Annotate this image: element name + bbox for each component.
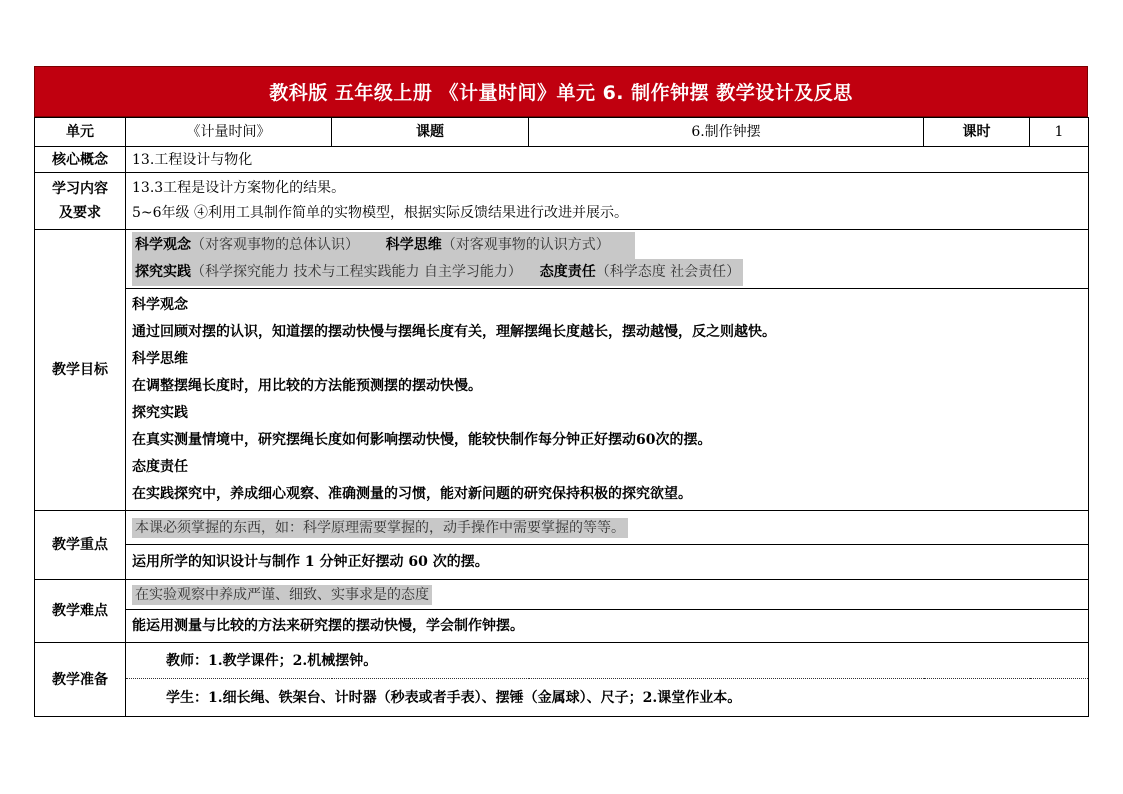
preparation-student-row (35, 679, 1089, 717)
core-concept-label: 核心概念 (35, 147, 126, 173)
objective-text: 在调整摆绳长度时，用比较的方法能预测摆的摆动快慢。 (132, 378, 482, 394)
difficulties-row (35, 610, 1089, 643)
requirements-label-line2: 及要求 (59, 205, 101, 221)
topic-value: 6.制作钟摆 (529, 118, 924, 147)
objective-heading: 科学思维 (132, 351, 188, 367)
objective-heading: 态度责任 (132, 459, 188, 475)
unit-label: 单元 (35, 118, 126, 147)
difficulties-hint-cell (126, 580, 1089, 610)
difficulties-hint: 在实验观察中养成严谨、细致、实事求是的态度 (132, 585, 432, 605)
document-title: 教科版 五年级上册 《计量时间》单元 6. 制作钟摆 教学设计及反思 (34, 66, 1088, 117)
period-value: 1 (1030, 118, 1089, 147)
requirements-label-line1: 学习内容 (52, 181, 108, 197)
objective-text: 通过回顾对摆的认识，知道摆的摆动快慢与摆绳长度有关，理解摆绳长度越长，摆动越慢，反之则越快。 (132, 324, 776, 340)
objectives-hint-row (35, 230, 1089, 289)
difficulties-hint-row (35, 580, 1089, 610)
core-concept-value: 13.工程设计与物化 (126, 147, 1089, 173)
preparation-student: 学生：1.细长绳、铁架台、计时器（秒表或者手表）、摆锤（金属球）、尺子；2.课堂作业本。 (126, 679, 1089, 717)
key-points-hint-row (35, 511, 1089, 545)
key-points-row (35, 545, 1089, 580)
objective-text: 在实践探究中，养成细心观察、准确测量的习惯，能对新问题的研究保持积极的探究欲望。 (132, 486, 692, 502)
difficulties-label: 教学难点 (35, 580, 126, 643)
lesson-plan-sheet (34, 66, 1088, 717)
preparation-teacher: 教师：1.教学课件；2.机械摆钟。 (126, 643, 1089, 679)
unit-value: 《计量时间》 (126, 118, 332, 147)
objectives-content-row (35, 289, 1089, 511)
lesson-plan-table (34, 117, 1089, 717)
objectives-hint-line1: 科学观念（对客观事物的总体认识） 科学思维（对客观事物的认识方式） (132, 232, 635, 259)
objectives-hint-line2: 探究实践（科学探究能力 技术与工程实践能力 自主学习能力） 态度责任（科学态度 社会责任） (132, 259, 743, 286)
objective-text: 在真实测量情境中，研究摆绳长度如何影响摆动快慢，能较快制作每分钟正好摆动60次的摆。 (132, 432, 712, 448)
core-concept-row (35, 147, 1089, 173)
objective-heading: 科学观念 (132, 297, 188, 313)
requirements-row (35, 173, 1089, 230)
period-label: 课时 (924, 118, 1030, 147)
requirements-content (126, 173, 1089, 230)
key-points-hint: 本课必须掌握的东西，如：科学原理需要掌握的，动手操作中需要掌握的等等。 (132, 518, 628, 538)
objectives-content (126, 289, 1089, 511)
preparation-label: 教学准备 (35, 643, 126, 717)
preparation-teacher-row (35, 643, 1089, 679)
objectives-hint (126, 230, 1089, 289)
requirements-label (35, 173, 126, 230)
key-points-label: 教学重点 (35, 511, 126, 580)
objectives-label: 教学目标 (35, 230, 126, 511)
requirement-line: 13.3工程是设计方案物化的结果。 (132, 180, 346, 196)
requirement-line: 5~6年级 ④利用工具制作简单的实物模型，根据实际反馈结果进行改进并展示。 (132, 205, 628, 221)
objective-heading: 探究实践 (132, 405, 188, 421)
difficulties-value: 能运用测量与比较的方法来研究摆的摆动快慢，学会制作钟摆。 (126, 610, 1089, 643)
key-points-hint-cell (126, 511, 1089, 545)
info-row (35, 118, 1089, 147)
key-points-value: 运用所学的知识设计与制作 1 分钟正好摆动 60 次的摆。 (126, 545, 1089, 580)
topic-label: 课题 (332, 118, 529, 147)
